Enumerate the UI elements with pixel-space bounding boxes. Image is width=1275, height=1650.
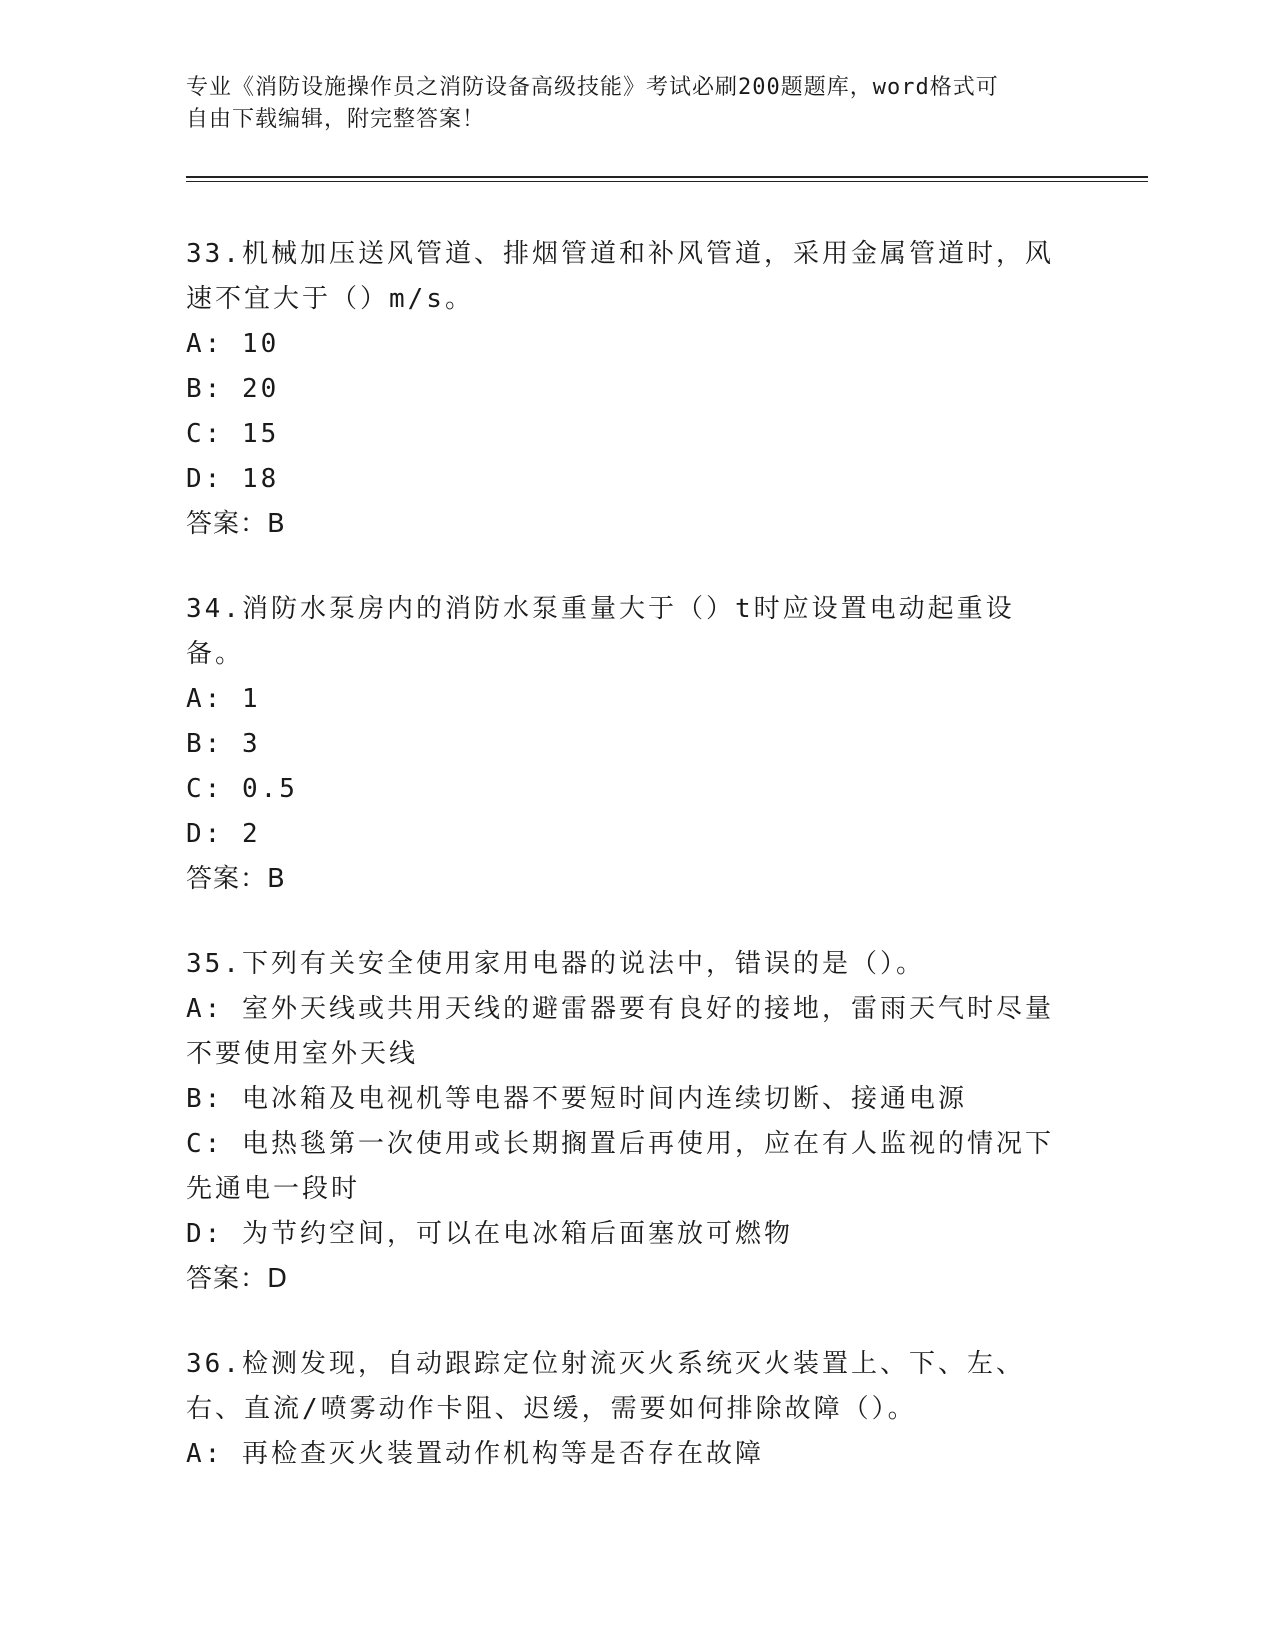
option-c: C: 15 <box>186 419 280 449</box>
answer-line: 答案：B <box>186 864 286 894</box>
question-stem: 34.消防水泵房内的消防水泵重量大于（）t时应设置电动起重设备。 <box>186 594 1015 669</box>
option-c: C: 0.5 <box>186 774 298 804</box>
option-a: A: 1 <box>186 684 261 714</box>
option-d: D: 为节约空间，可以在电冰箱后面塞放可燃物 <box>186 1219 793 1249</box>
option-b: B: 3 <box>186 729 261 759</box>
answer-line: 答案：B <box>186 509 286 539</box>
header-line-1: 专业《消防设施操作员之消防设备高级技能》考试必刷200题题库，word格式可 <box>186 75 999 100</box>
option-a: A: 再检查灭火装置动作机构等是否存在故障 <box>186 1439 764 1469</box>
question-stem: 35.下列有关安全使用家用电器的说法中，错误的是（）。 <box>186 949 925 979</box>
header-divider <box>186 176 1148 182</box>
question-36 <box>186 1342 1066 1477</box>
option-a: A: 10 <box>186 329 280 359</box>
option-a: A: 室外天线或共用天线的避雷器要有良好的接地，雷雨天气时尽量不要使用室外天线 <box>186 994 1054 1069</box>
option-d: D: 2 <box>186 819 261 849</box>
question-34 <box>186 587 1066 902</box>
question-stem: 33.机械加压送风管道、排烟管道和补风管道，采用金属管道时，风速不宜大于（）m/s。 <box>186 239 1054 314</box>
question-33 <box>186 232 1066 547</box>
option-b: B: 电冰箱及电视机等电器不要短时间内连续切断、接通电源 <box>186 1084 967 1114</box>
document-header <box>186 72 1066 136</box>
option-d: D: 18 <box>186 464 280 494</box>
question-stem: 36.检测发现，自动跟踪定位射流灭火系统灭火装置上、下、左、右、直流/喷雾动作卡阻、迟缓，需要如何排除故障（）。 <box>186 1349 1025 1424</box>
header-line-2: 自由下载编辑，附完整答案！ <box>186 107 486 132</box>
option-c: C: 电热毯第一次使用或长期搁置后再使用，应在有人监视的情况下先通电一段时 <box>186 1129 1054 1204</box>
question-35 <box>186 942 1066 1302</box>
question-list <box>186 232 1066 1517</box>
option-b: B: 20 <box>186 374 280 404</box>
answer-line: 答案：D <box>186 1264 289 1294</box>
